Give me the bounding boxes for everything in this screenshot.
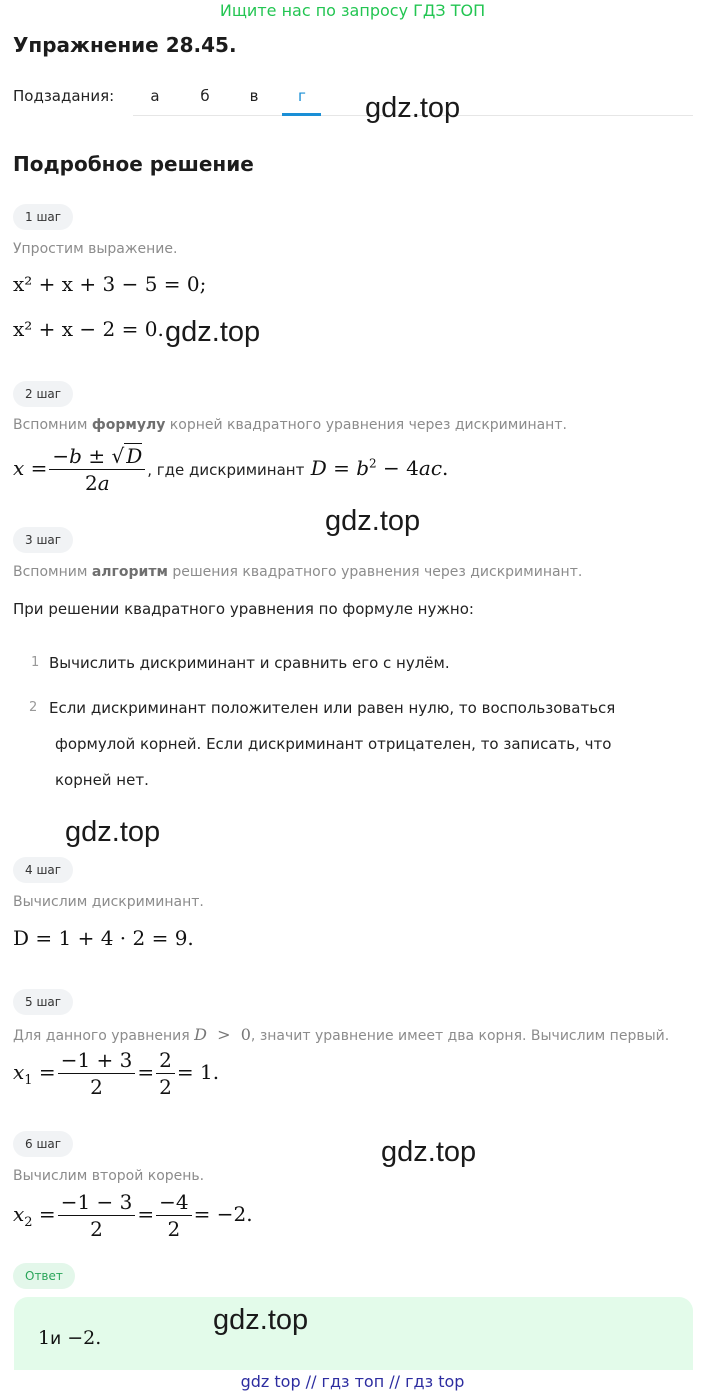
subtask-tab-v[interactable]: в bbox=[249, 87, 259, 105]
active-tab-indicator bbox=[282, 113, 321, 116]
step-1-hint: Упростим выражение. bbox=[13, 241, 178, 257]
answer-text: 1и −2. bbox=[38, 1327, 102, 1349]
step-5-equation: $x_1$ = $\frac{-1 + 3}{2}$ = $\frac{2}{2}$ = 1. bbox=[13, 1048, 220, 1099]
list-item: Вычислить дискриминант и сравнить его с нулём. bbox=[49, 654, 450, 672]
step-6-badge: 6 шаг bbox=[13, 1131, 73, 1157]
watermark: gdz.top bbox=[65, 816, 161, 848]
step-4-badge: 4 шаг bbox=[13, 857, 73, 883]
list-item-continuation: корней нет. bbox=[55, 771, 149, 789]
list-item-number: 1 bbox=[31, 655, 40, 670]
answer-box bbox=[14, 1297, 693, 1370]
hint-keyword: формулу bbox=[91, 417, 166, 433]
subtasks-label: Подзадания: bbox=[13, 87, 115, 105]
formula-connector: , где дискриминант bbox=[147, 461, 305, 479]
page-title: Упражнение 28.45. bbox=[13, 33, 237, 57]
step-3-badge: 3 шаг bbox=[13, 527, 73, 553]
step-6-equation: $x_2$ = $\frac{-1 - 3}{2}$ = $\frac{-4}{2}$ = −2. bbox=[13, 1190, 253, 1241]
watermark: gdz.top bbox=[365, 92, 461, 124]
subtask-tab-b[interactable]: б bbox=[200, 87, 210, 105]
step-1-equation-2: x² + x − 2 = 0. bbox=[13, 317, 164, 341]
watermark: gdz.top bbox=[165, 316, 261, 348]
hint-keyword: алгоритм bbox=[91, 564, 168, 580]
step-1-equation-1: x² + x + 3 − 5 = 0; bbox=[13, 272, 207, 296]
watermark: gdz.top bbox=[213, 1304, 309, 1336]
step-3-intro: При решении квадратного уравнения по формуле нужно: bbox=[13, 600, 474, 618]
footer-links[interactable]: gdz top // гдз топ // гдз top bbox=[240, 1372, 465, 1391]
step-1-badge: 1 шаг bbox=[13, 204, 73, 230]
subtask-tab-g-active[interactable]: г bbox=[298, 87, 306, 105]
list-item-number: 2 bbox=[29, 700, 38, 715]
list-item-continuation: формулой корней. Если дискриминант отрицателен, то записать, что bbox=[55, 735, 612, 753]
list-item: Если дискриминант положителен или равен нулю, то воспользоваться bbox=[49, 699, 616, 717]
step-2-badge: 2 шаг bbox=[13, 381, 73, 407]
step-6-hint: Вычислим второй корень. bbox=[13, 1168, 205, 1184]
step-2-hint: Вспомним формулу корней квадратного уравнения через дискриминант. bbox=[13, 417, 567, 433]
watermark: gdz.top bbox=[381, 1136, 477, 1168]
answer-badge: Ответ bbox=[13, 1263, 75, 1289]
solution-heading: Подробное решение bbox=[13, 152, 254, 176]
step-5-hint: Для данного уравнения D > 0, значит уравнение имеет два корня. Вычислим первый. bbox=[13, 1025, 670, 1044]
step-5-badge: 5 шаг bbox=[13, 989, 73, 1015]
promo-banner: Ищите нас по запросу ГДЗ ТОП bbox=[219, 1, 486, 20]
subtask-tab-a[interactable]: а bbox=[150, 87, 160, 105]
watermark: gdz.top bbox=[325, 505, 421, 537]
step-3-hint: Вспомним алгоритм решения квадратного уравнения через дискриминант. bbox=[13, 564, 583, 580]
step-4-hint: Вычислим дискриминант. bbox=[13, 894, 204, 910]
step-2-formula: x = $\frac{-b \pm √ D}{2a}$ , где дискриминант $D = b^2 - 4ac$. bbox=[13, 444, 449, 495]
step-4-equation: D = 1 + 4 · 2 = 9. bbox=[13, 926, 194, 950]
